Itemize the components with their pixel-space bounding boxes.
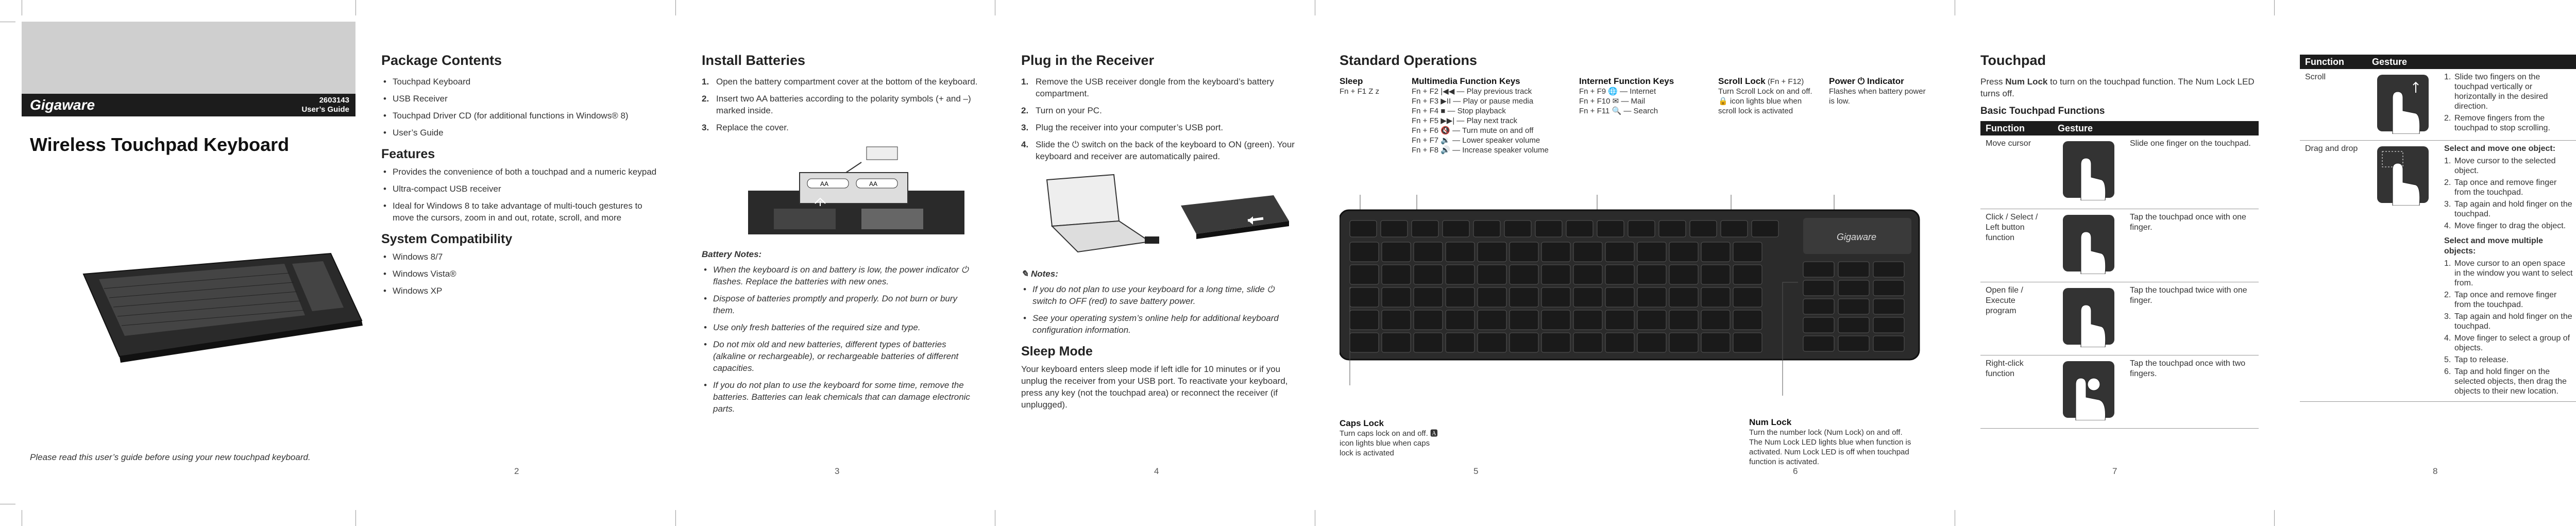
keyboard-key	[1412, 220, 1438, 237]
list-item: • If you do not plan to use your keyboard for a long time, slide ⏻ switch to OFF (red) to save battery power.	[1021, 283, 1299, 307]
brand-logo: Gigaware	[1837, 232, 1877, 242]
keyboard-key	[1873, 299, 1904, 314]
list-item: 3. Tap again and hold finger on the touchpad.	[2444, 312, 2572, 331]
touchpad-gesture-icon	[2058, 285, 2120, 347]
keyboard-key	[1803, 317, 1834, 333]
list-item: • Windows 8/7	[381, 251, 659, 263]
keyboard-key	[1669, 333, 1698, 352]
list-item: 1. Remove the USB receiver dongle from the keyboard’s battery compartment.	[1021, 77, 1274, 98]
model-number: 2603143	[319, 96, 349, 105]
keyboard-key	[1510, 265, 1538, 284]
list-item: • Touchpad Keyboard	[381, 76, 659, 88]
keyboard-key	[1573, 287, 1602, 307]
list-item: • USB Receiver	[381, 93, 659, 105]
keyboard-key	[1541, 265, 1570, 284]
keyboard-key	[1838, 299, 1869, 314]
crop-mark	[2274, 0, 2275, 15]
brand-logo: Gigaware	[30, 97, 95, 113]
list-item: 2. Tap once and remove finger from the touchpad.	[2444, 178, 2557, 197]
keyboard-key	[1873, 262, 1904, 277]
panel-gestures	[2300, 22, 2576, 475]
keyboard-key	[1597, 220, 1624, 237]
keyboard-diagram	[1340, 179, 1927, 406]
keyboard-key	[1573, 310, 1602, 330]
product-title: Wireless Touchpad Keyboard	[30, 134, 290, 155]
page-number-5: 5	[1473, 466, 1479, 476]
keyboard-key	[1701, 310, 1730, 330]
keyboard-key	[1541, 287, 1570, 307]
keyboard-key	[1350, 242, 1379, 262]
keyboard-key	[1478, 333, 1506, 352]
list-item: • Touchpad Driver CD (for additional functions in Windows® 8)	[381, 110, 659, 122]
column-header: Gesture	[2367, 55, 2576, 69]
touchpad-gesture-icon	[2058, 139, 2120, 200]
crop-mark	[2274, 510, 2275, 526]
touchpad-intro: Press Num Lock to turn on the touchpad function. The Num Lock LED turns off.	[1980, 77, 2255, 98]
keyboard-key	[1669, 265, 1698, 284]
basic-touchpad-table	[1980, 121, 2259, 429]
keyboard-key	[1733, 265, 1762, 284]
table-row: Scroll 1. Slide two fingers on the touchpad vertically or horizontally in the desired direction. 2. Remove fingers from the touchpad to stop scrolling.	[2300, 69, 2576, 141]
keyboard-key	[1752, 220, 1778, 237]
scroll-lock-callout: Scroll Lock (Fn + F12) Turn Scroll Lock on and off. 🔒 icon lights blue when scroll lock is activated	[1718, 76, 1812, 115]
keyboard-key	[1350, 287, 1379, 307]
column-header: Gesture	[2053, 121, 2259, 135]
guide-label: User’s Guide	[301, 105, 349, 114]
battery-notes-heading: Battery Notes:	[702, 249, 762, 259]
install-batteries-heading: Install Batteries	[702, 53, 806, 68]
list-item: • User’s Guide	[381, 127, 659, 139]
keyboard-key	[1669, 242, 1698, 262]
keyboard-key	[1446, 310, 1475, 330]
keyboard-key	[1605, 265, 1634, 284]
list-item: 2. Turn on your PC.	[1021, 106, 1102, 115]
keyboard-key	[1803, 280, 1834, 296]
standard-ops-heading: Standard Operations	[1340, 53, 1478, 68]
cover-black-band	[22, 94, 355, 116]
package-list	[381, 76, 659, 139]
keyboard-key	[1669, 287, 1698, 307]
keyboard-key	[1721, 220, 1748, 237]
sleep-mode-heading: Sleep Mode	[1021, 344, 1093, 359]
keyboard-key	[1573, 242, 1602, 262]
receiver-illustration	[1026, 169, 1294, 262]
keyboard-key	[1838, 317, 1869, 333]
keyboard-key	[1535, 220, 1562, 237]
aa-label: AA	[869, 180, 878, 188]
plug-receiver-heading: Plug in the Receiver	[1021, 53, 1155, 68]
features-heading: Features	[381, 147, 435, 161]
keyboard-key	[1701, 287, 1730, 307]
keyboard-key	[1605, 333, 1634, 352]
crop-mark	[675, 510, 676, 526]
keyboard-key	[1350, 333, 1379, 352]
list-item: • Ideal for Windows 8 to take advantage of multi-touch gestures to move the cursors, zoom in and out, rotate, scroll, and more	[381, 200, 659, 224]
keyboard-key	[1414, 310, 1443, 330]
keyboard-key	[1381, 220, 1408, 237]
list-item: 3. Plug the receiver into your computer’s USB port.	[1021, 123, 1224, 132]
list-item: 4. Slide the ⏻ switch on the back of the keyboard to ON (green). Your keyboard and receiver are automatically paired.	[1021, 140, 1295, 161]
keyboard-key	[1478, 242, 1506, 262]
sleep-callout: Sleep Fn + F1 Z z	[1340, 76, 1380, 96]
list-item: • Ultra-compact USB receiver	[381, 183, 659, 195]
panel-package	[381, 22, 659, 475]
keyboard-key	[1605, 287, 1634, 307]
keyboard-key	[1637, 287, 1666, 307]
keyboard-key	[1510, 242, 1538, 262]
basic-touchpad-heading: Basic Touchpad Functions	[1980, 106, 2105, 116]
compatibility-heading: System Compatibility	[381, 232, 513, 246]
receiver-notes-list	[1021, 283, 1299, 336]
keyboard-key	[1701, 265, 1730, 284]
list-item: 3. Replace the cover.	[702, 123, 789, 132]
page-number-7: 7	[2112, 466, 2117, 476]
model-block	[301, 96, 349, 114]
keyboard-key	[1446, 242, 1475, 262]
keyboard-key	[1414, 333, 1443, 352]
receiver-steps	[1021, 76, 1299, 162]
list-item: 1. Slide two fingers on the touchpad vertically or horizontally in the desired direction.	[2444, 73, 2548, 111]
keyboard-key	[1510, 333, 1538, 352]
keyboard-key	[1733, 310, 1762, 330]
list-item: • Windows Vista®	[381, 268, 659, 280]
list-item: 4. Move finger to select a group of objects.	[2444, 334, 2570, 352]
page-number-3: 3	[835, 466, 840, 476]
advanced-gesture-table	[2300, 55, 2576, 402]
cover-gray-band	[22, 22, 355, 94]
drag-gesture-icon	[2372, 144, 2434, 206]
keyboard-key	[1446, 333, 1475, 352]
keyboard-key	[1637, 310, 1666, 330]
keyboard-key	[1478, 287, 1506, 307]
keyboard-key	[1733, 287, 1762, 307]
touchpad-gesture-icon	[2058, 212, 2120, 274]
keyboard-key	[1838, 280, 1869, 296]
battery-notes-list	[702, 264, 980, 415]
list-item: 1. Move cursor to an open space in the window you want to select from.	[2444, 259, 2573, 287]
keyboard-key	[1446, 265, 1475, 284]
panel-cover	[22, 22, 355, 475]
keyboard-key	[1803, 262, 1834, 277]
keyboard-key	[1873, 336, 1904, 351]
keyboard-key	[1478, 265, 1506, 284]
keyboard-key	[1382, 310, 1411, 330]
keyboard-key	[1873, 317, 1904, 333]
table-row: Click / Select / Left button function Tap the touchpad once with one finger.	[1980, 209, 2259, 282]
keyboard-key	[1659, 220, 1686, 237]
panel-batteries	[702, 22, 980, 475]
list-item: 2. Remove fingers from the touchpad to stop scrolling.	[2444, 114, 2550, 132]
keyboard-key	[1350, 310, 1379, 330]
keyboard-key	[1350, 265, 1379, 284]
power-indicator-callout: Power ⏻ Indicator Flashes when battery power is low.	[1829, 76, 1926, 106]
keyboard-key	[1566, 220, 1593, 237]
list-item: • See your operating system’s online help for additional keyboard configuration information.	[1021, 312, 1299, 336]
keyboard-key	[1605, 310, 1634, 330]
keyboard-key	[1690, 220, 1717, 237]
keyboard-key	[1382, 287, 1411, 307]
list-item: 6. Tap and hold finger on the selected objects, then drag the objects to their new location.	[2444, 367, 2567, 396]
drag-one-heading: Select and move one object:	[2444, 144, 2556, 153]
keyboard-illustration	[63, 243, 372, 367]
list-item: • Windows XP	[381, 285, 659, 297]
keyboard-key	[1669, 310, 1698, 330]
keyboard-key	[1541, 310, 1570, 330]
keyboard-key	[1733, 333, 1762, 352]
keyboard-key	[1838, 336, 1869, 351]
page-number-6: 6	[1793, 466, 1798, 476]
table-row: Move cursor Slide one finger on the touchpad.	[1980, 135, 2259, 209]
panel-standard-operations	[1340, 22, 1937, 475]
keyboard-key	[1628, 220, 1655, 237]
receiver-notes-heading: ✎ Notes:	[1021, 269, 1058, 279]
list-item: 4. Move finger to drag the object.	[2444, 222, 2566, 230]
sleep-mode-text: Your keyboard enters sleep mode if left idle for 10 minutes or if you unplug the receiver from your USB port. To reactivate your keyboard, press any key (not the touchpad area) or reconnect the receiver (if unplugged).	[1021, 364, 1288, 410]
keyboard-key	[1573, 265, 1602, 284]
drag-multi-heading: Select and move multiple objects:	[2444, 236, 2544, 256]
panel-touchpad	[1980, 22, 2259, 475]
list-item: 3. Tap again and hold finger on the touchpad.	[2444, 200, 2572, 218]
features-list	[381, 166, 659, 224]
list-item: 2. Tap once and remove finger from the touchpad.	[2444, 291, 2557, 309]
page-number-8: 8	[2433, 466, 2438, 476]
read-first-note: Please read this user’s guide before using your new touchpad keyboard.	[30, 452, 311, 462]
list-item: • Use only fresh batteries of the required size and type.	[702, 321, 980, 333]
list-item: 1. Move cursor to the selected object.	[2444, 157, 2556, 175]
scroll-gesture-icon	[2372, 72, 2434, 134]
crop-mark	[355, 510, 356, 526]
keyboard-key	[1350, 220, 1377, 237]
keyboard-key	[1504, 220, 1531, 237]
keyboard-key	[1446, 287, 1475, 307]
num-lock-callout: Num Lock Turn the number lock (Num Lock) on and off. The Num Lock LED lights blue when function is activated. Num Lock LED is off when touchpad function is activated.	[1749, 417, 1911, 466]
page-number-4: 4	[1154, 466, 1159, 476]
keyboard-key	[1573, 333, 1602, 352]
column-header: Function	[1980, 121, 2053, 135]
keyboard-key	[1510, 287, 1538, 307]
list-item: • Do not mix old and new batteries, different types of batteries (alkaline or rechargeable), or rechargeable batteries of different capacities.	[702, 338, 980, 374]
keyboard-key	[1414, 265, 1443, 284]
keyboard-key	[1541, 242, 1570, 262]
caps-lock-callout: Caps Lock Turn caps lock on and off. 🅰 icon lights blue when caps lock is activated	[1340, 418, 1438, 457]
touchpad-gesture-icon	[2058, 359, 2120, 420]
list-item: • If you do not plan to use the keyboard for some time, remove the batteries. Batteries can leak chemicals that can damage electronic parts.	[702, 379, 980, 415]
note-icon: ✎	[1021, 269, 1031, 279]
keyboard-key	[1803, 299, 1834, 314]
keyboard-key	[1541, 333, 1570, 352]
battery-steps	[702, 76, 980, 133]
keyboard-key	[1473, 220, 1500, 237]
internet-callout: Internet Function Keys Fn + F9 🌐 — Internet Fn + F10 ✉ — Mail Fn + F11 🔍 — Search	[1579, 76, 1674, 115]
crop-mark	[675, 0, 676, 15]
compatibility-list	[381, 251, 659, 297]
table-row: Open file / Execute program Tap the touchpad twice with one finger.	[1980, 282, 2259, 355]
keyboard-key	[1637, 333, 1666, 352]
keyboard-key	[1701, 333, 1730, 352]
keyboard-key	[1443, 220, 1469, 237]
panel-receiver	[1021, 22, 1299, 475]
multimedia-callout: Multimedia Function Keys Fn + F2 |◀◀ — Play previous track Fn + F3 ▶II — Play or pause media Fn + F4 ■ — Stop playback Fn + F5 ▶▶| — Play next track Fn + F6 🔇 — Turn mute on and off Fn + F7 🔉 — Lower speaker volume Fn + F8 🔊 — Increase speaker volume	[1412, 76, 1549, 155]
keyboard-key	[1733, 242, 1762, 262]
aa-label: AA	[820, 180, 829, 188]
touchpad-heading: Touchpad	[1980, 53, 2046, 68]
list-item: • When the keyboard is on and battery is low, the power indicator ⏻ flashes. Replace the batteries with new ones.	[702, 264, 980, 287]
package-contents-heading: Package Contents	[381, 53, 502, 68]
keyboard-key	[1382, 333, 1411, 352]
page-number-2: 2	[514, 466, 519, 476]
keyboard-key	[1510, 310, 1538, 330]
keyboard-key	[1637, 242, 1666, 262]
keyboard-key	[1382, 242, 1411, 262]
keyboard-key	[1414, 242, 1443, 262]
list-item: • Provides the convenience of both a touchpad and a numeric keypad	[381, 166, 659, 178]
list-item: 2. Insert two AA batteries according to the polarity symbols (+ and –) marked inside.	[702, 94, 971, 115]
list-item: 5. Tap to release.	[2444, 355, 2509, 364]
keyboard-key	[1605, 242, 1634, 262]
list-item: • Dispose of batteries promptly and properly. Do not burn or bury them.	[702, 293, 980, 316]
keyboard-key	[1838, 262, 1869, 277]
keyboard-key	[1382, 265, 1411, 284]
column-header: Function	[2300, 55, 2367, 69]
keyboard-key	[1478, 310, 1506, 330]
keyboard-key	[1873, 280, 1904, 296]
table-row: Right-click function Tap the touchpad once with two fingers.	[1980, 355, 2259, 428]
keyboard-key	[1414, 287, 1443, 307]
list-item: 1. Open the battery compartment cover at the bottom of the keyboard.	[702, 77, 978, 87]
table-row: Drag and drop Select and move one object: 1. Move cursor to the selected object. 2. Tap once and remove finger from the touchpad. 3. Tap again and hold finger on the touchpad. 4. Move finger to drag the object. Select and move multiple objects: 1. Move cursor to an open space in the window you want to select from. 2. Tap once and remove finger from the touchpad. 3. Tap again and hold finger on the touchpad. 4. Move finger to select a group of objects. 5. Tap to release. 6. Tap and hold finger on the selected objects, then drag the objects to their new location.	[2300, 141, 2576, 402]
battery-illustration	[743, 142, 970, 240]
keyboard-key	[1701, 242, 1730, 262]
keyboard-key	[1803, 336, 1834, 351]
keyboard-key	[1637, 265, 1666, 284]
crop-mark	[355, 0, 356, 15]
